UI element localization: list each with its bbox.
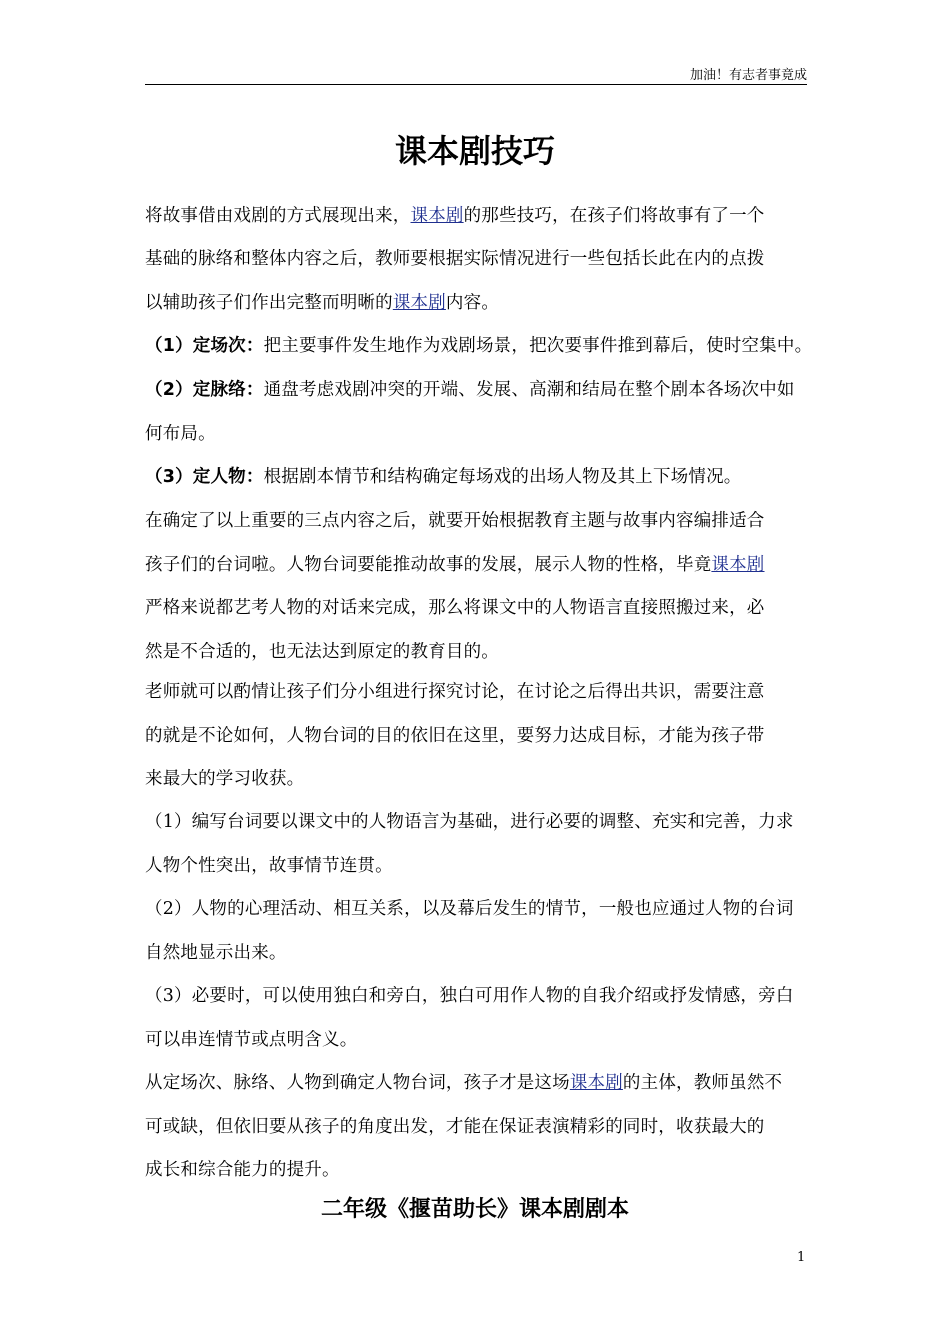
- rule1-line-1: （1）编写台词要以课文中的人物语言为基础，进行必要的调整、充实和完善，力求: [145, 812, 794, 832]
- intro-line-2: 基础的脉络和整体内容之后，教师要根据实际情况进行一些包括长此在内的点拨: [145, 249, 765, 269]
- para2-line-4: 然是不合适的，也无法达到原定的教育目的。: [145, 642, 499, 662]
- page-title: 课本剧技巧: [394, 132, 555, 170]
- rule2-line-2: 自然地显示出来。: [145, 943, 287, 963]
- rule3-line-1: （3）必要时，可以使用独白和旁白，独白可用作人物的自我介绍或抒发情感，旁白: [145, 986, 794, 1006]
- link-kebenju[interactable]: 课本剧: [410, 206, 464, 226]
- section-subtitle: 二年级《揠苗助长》课本剧剧本: [320, 1197, 629, 1222]
- para4-line-2: 可或缺，但依旧要从孩子的角度出发，才能在保证表演精彩的同时，收获最大的: [145, 1117, 765, 1137]
- rule3-line-2: 可以串连情节或点明含义。: [145, 1030, 358, 1050]
- para4-text: 从定场次、脉络、人物到确定人物台词，孩子才是这场: [145, 1073, 570, 1093]
- item-context: [145, 376, 813, 401]
- para4-line-1: [145, 1069, 813, 1094]
- para4-line-3: 成长和综合能力的提升。: [145, 1160, 340, 1180]
- link-kebenju[interactable]: 课本剧: [392, 293, 446, 313]
- item-text: 把主要事件发生地作为戏剧场景，把次要事件推到幕后，使时空集中。: [263, 336, 813, 356]
- intro-text: 内容。: [445, 293, 500, 313]
- para2-line-2: [145, 551, 813, 576]
- item-scene: [145, 332, 813, 357]
- item-text: 根据剧本情节和结构确定每场戏的出场人物及其上下场情况。: [263, 467, 742, 487]
- intro-line-1: [145, 202, 813, 227]
- item-label: （3）定人物：: [145, 467, 264, 487]
- para3-line-3: 来最大的学习收获。: [145, 769, 305, 789]
- page-number: 1: [797, 1250, 806, 1265]
- item-label: （1）定场次：: [145, 336, 264, 356]
- header-motto: 加油！有志者事竟成: [689, 68, 807, 83]
- para3-line-2: 的就是不论如何，人物台词的目的依旧在这里，要努力达成目标，才能为孩子带: [145, 726, 765, 746]
- intro-line-3: [145, 289, 813, 314]
- intro-text: 的那些技巧，在孩子们将故事有了一个: [463, 206, 765, 226]
- rule2-line-1: （2）人物的心理活动、相互关系，以及幕后发生的情节，一般也应通过人物的台词: [145, 899, 794, 919]
- para2-line-1: 在确定了以上重要的三点内容之后，就要开始根据教育主题与故事内容编排适合: [145, 511, 765, 531]
- link-kebenju[interactable]: 课本剧: [569, 1073, 623, 1093]
- item-text: 通盘考虑戏剧冲突的开端、发展、高潮和结局在整个剧本各场次中如: [263, 380, 795, 400]
- para2-line-3: 严格来说都艺考人物的对话来完成，那么将课文中的人物语言直接照搬过来，必: [145, 598, 765, 618]
- item-characters: [145, 463, 813, 488]
- para2-text: 孩子们的台词啦。人物台词要能推动故事的发展，展示人物的性格，毕竟: [145, 555, 712, 575]
- item-label: （2）定脉络：: [145, 380, 264, 400]
- para4-text: 的主体，教师虽然不: [622, 1073, 783, 1093]
- rule1-line-2: 人物个性突出，故事情节连贯。: [145, 856, 393, 876]
- page-header: [145, 64, 807, 85]
- link-kebenju[interactable]: 课本剧: [711, 555, 765, 575]
- item-context-cont: 何布局。: [145, 424, 216, 444]
- intro-text: 将故事借由戏剧的方式展现出来，: [145, 206, 411, 226]
- intro-text: 以辅助孩子们作出完整而明晰的: [145, 293, 393, 313]
- para3-line-1: 老师就可以酌情让孩子们分小组进行探究讨论，在讨论之后得出共识，需要注意: [145, 682, 765, 702]
